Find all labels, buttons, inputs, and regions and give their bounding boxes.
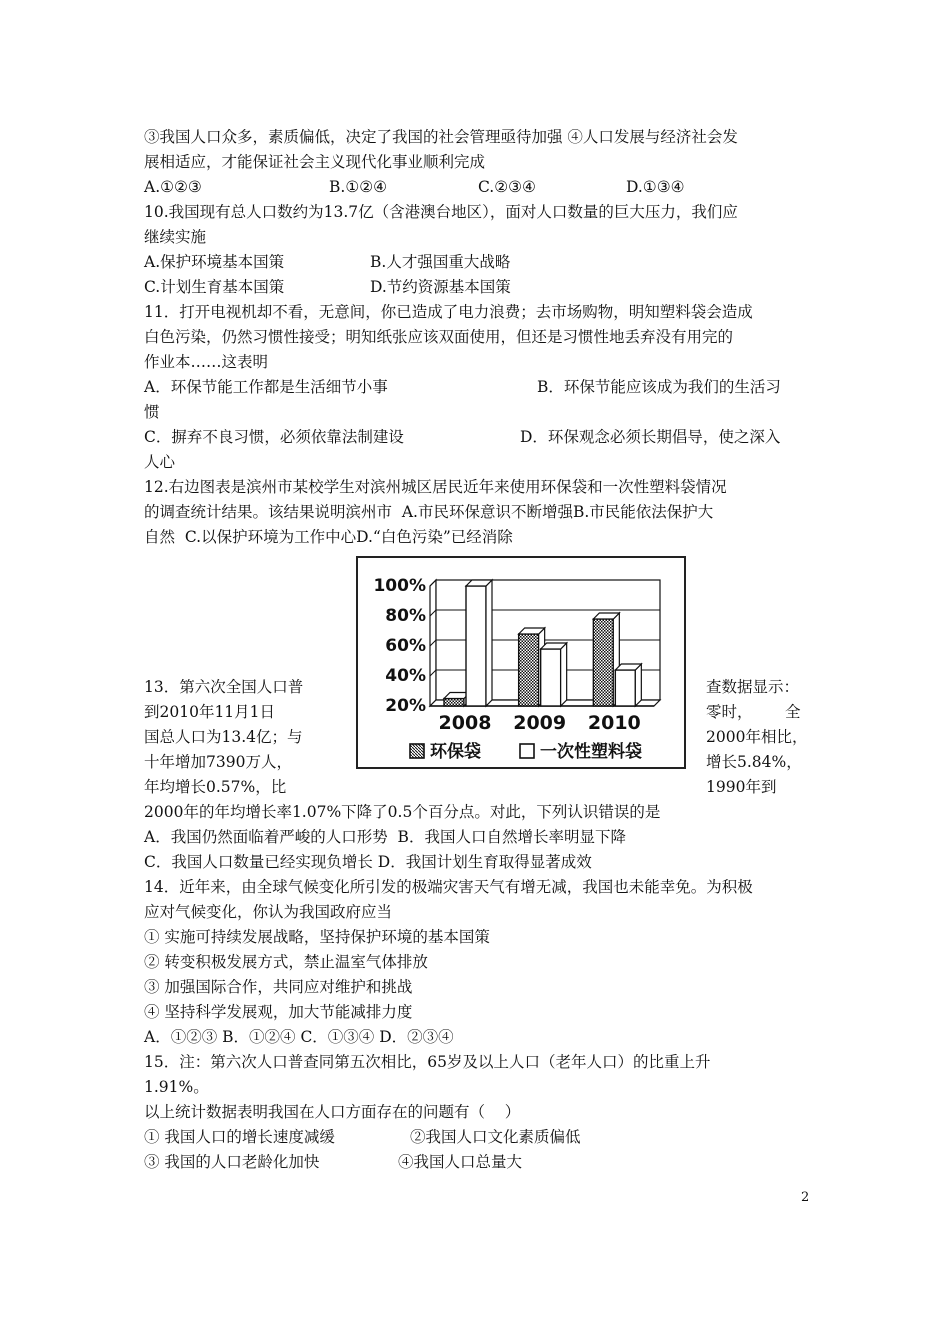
text-line: 作业本……这表明 [144, 353, 269, 371]
text-fragment: 查数据显示： [706, 678, 800, 696]
text-line: 以上统计数据表明我国在人口方面存在的问题有（ ） [144, 1103, 521, 1121]
question-10: 10.我国现有总人口数约为13.7亿（含港澳台地区），面对人口数量的巨大压力，我们应 [144, 203, 738, 221]
bar-side [635, 664, 641, 706]
legend-swatch [520, 744, 534, 758]
legend-label: 一次性塑料袋 [540, 742, 642, 762]
y-tick-label: 80% [385, 606, 426, 626]
x-tick-label: 2010 [587, 712, 641, 734]
chart-svg [358, 558, 684, 767]
chart-legend [410, 741, 642, 762]
bar-front [519, 634, 539, 706]
text-fragment: 增长5.84%， [706, 753, 802, 771]
text-line: 2000年的年均增长率1.07%下降了0.5个百分点。对此，下列认识错误的是 [144, 803, 661, 821]
y-tick-label: 20% [385, 696, 426, 716]
bar-front [593, 619, 613, 706]
bar-side [561, 643, 567, 706]
option-d: D.节约资源基本国策 [370, 278, 511, 296]
x-axis [439, 712, 641, 734]
question-11: 11．打开电视机却不看，无意间，你已造成了电力浪费；去市场购物，明知塑料袋会造成 [144, 303, 753, 321]
text-line: 1.91%。 [144, 1078, 209, 1096]
question-12: 12.右边图表是滨州市某校学生对滨州城区居民近年来使用环保袋和一次性塑料袋情况 [144, 478, 727, 496]
bar-2009-plastic [541, 643, 567, 706]
bar-2008-plastic [466, 580, 492, 706]
legend-swatch [410, 744, 424, 758]
option-d: D．环保观念必须长期倡导，使之深入 [520, 428, 781, 446]
y-tick-label: 40% [385, 666, 426, 686]
option-b: B.①②④ [329, 178, 388, 196]
y-tick-label: 100% [373, 576, 426, 596]
text-line: 国总人口为13.4亿；与 [144, 728, 303, 746]
text-line: 惯 [144, 403, 160, 421]
bar-front [444, 699, 464, 707]
text-line: 十年增加7390万人， [144, 753, 292, 771]
option-a: A．环保节能工作都是生活细节小事 [144, 378, 388, 396]
option-c: C.计划生育基本国策 [144, 278, 285, 296]
statement-4: ④ 坚持科学发展观，加大节能减排力度 [144, 1003, 413, 1021]
bar-front [615, 670, 635, 706]
option-d: D.①③④ [626, 178, 685, 196]
text-line: 人心 [144, 453, 176, 471]
statement-1: ① 实施可持续发展战略，坚持保护环境的基本国策 [144, 928, 490, 946]
statement-3: ③ 加强国际合作，共同应对维护和挑战 [144, 978, 413, 996]
legend-reusable-bag [410, 741, 481, 762]
legend-label: 环保袋 [430, 742, 481, 762]
text-line: 继续实施 [144, 228, 207, 246]
text-line: 展相适应，才能保证社会主义现代化事业顺利完成 [144, 153, 486, 171]
text-line: 的调查统计结果。该结果说明滨州市 A.市民环保意识不断增强B.市民能依法保护大 [144, 503, 714, 521]
question-15: 15．注：第六次人口普查同第五次相比，65岁及以上人口（老年人口）的比重上升 [144, 1053, 711, 1071]
statement-2: ②我国人口文化素质偏低 [410, 1128, 581, 1146]
option-b: B．环保节能应该成为我们的生活习 [537, 378, 781, 396]
text-line: ③我国人口众多，素质偏低，决定了我国的社会管理亟待加强 ④人口发展与经济社会发 [144, 128, 738, 146]
bar-front [541, 649, 561, 706]
text-line: 白色污染，仍然习惯性接受；明知纸张应该双面使用，但还是习惯性地丢弃没有用完的 [144, 328, 734, 346]
bar-side [486, 580, 492, 706]
text-line: 到2010年11月1日 [144, 703, 276, 721]
statement-4: ④我国人口总量大 [398, 1153, 523, 1171]
option-a: A.保护环境基本国策 [144, 253, 285, 271]
option-c: C.②③④ [478, 178, 536, 196]
bag-usage-chart [356, 556, 686, 769]
option-a: A.①②③ [144, 178, 202, 196]
text-line: 应对气候变化，你认为我国政府应当 [144, 903, 393, 921]
x-tick-label: 2009 [513, 712, 567, 734]
option-c: C．摒弃不良习惯，必须依靠法制建设 [144, 428, 404, 446]
text-fragment: 零时， [706, 703, 753, 721]
x-tick-label: 2008 [438, 712, 492, 734]
text-fragment: 2000年相比， [706, 728, 808, 746]
options-line: A．①②③ B．①②④ C．①③④ D．②③④ [144, 1028, 454, 1046]
statement-1: ① 我国人口的增长速度减缓 [144, 1128, 335, 1146]
bar-front [466, 586, 486, 706]
legend-plastic-bag [520, 741, 642, 762]
text-fragment: 1990年到 [706, 778, 777, 796]
page-number: 2 [801, 1190, 810, 1205]
question-14: 14．近年来，由全球气候变化所引发的极端灾害天气有增无减，我国也未能幸免。为积极 [144, 878, 753, 896]
text-fragment: 全 [785, 703, 801, 721]
option-b: B.人才强国重大战略 [370, 253, 511, 271]
statement-3: ③ 我国的人口老龄化加快 [144, 1153, 320, 1171]
y-axis [373, 576, 426, 716]
text-line: 年均增长0.57%，比 [144, 778, 287, 796]
y-tick-label: 60% [385, 636, 426, 656]
bar-2010-plastic [615, 664, 641, 706]
text-line: 自然 C.以保护环境为工作中心D.“白色污染”已经消除 [144, 528, 513, 546]
options-cd: C．我国人口数量已经实现负增长 D．我国计划生育取得显著成效 [144, 853, 592, 871]
statement-2: ② 转变积极发展方式，禁止温室气体排放 [144, 953, 428, 971]
question-13: 13．第六次全国人口普 [144, 678, 304, 696]
options-ab: A．我国仍然面临着严峻的人口形势 B．我国人口自然增长率明显下降 [144, 828, 626, 846]
